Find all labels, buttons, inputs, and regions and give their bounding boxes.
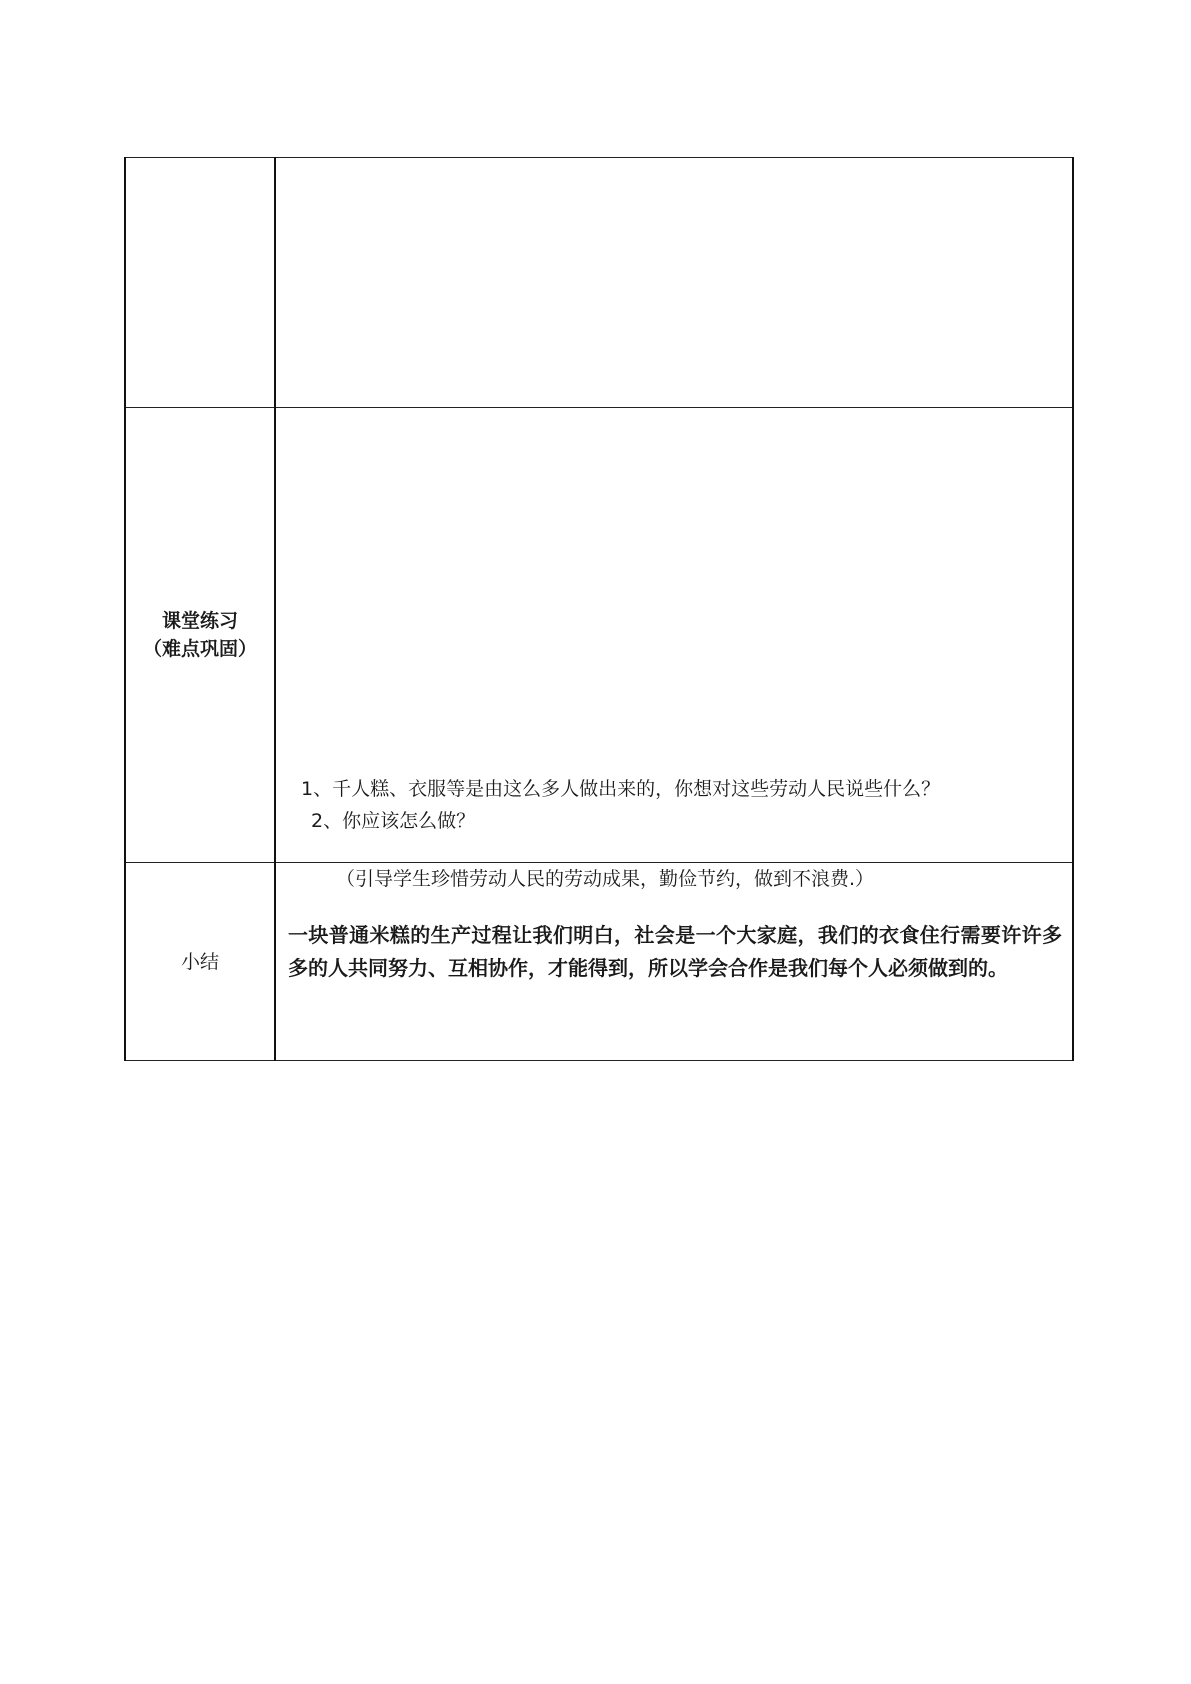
content-cell-empty [275,158,1073,408]
table-row-top [125,158,1073,408]
practice-question-1: 1、千人糕、衣服等是由这么多人做出来的，你想对这些劳动人民说些什么？ [301,778,941,800]
summary-text: 一块普通米糕的生产过程让我们明白，社会是一个大家庭，我们的衣食住行需要许许多多的人共同努力、互相协作，才能得到，所以学会合作是我们每个人必须做到的。 [288,922,1062,980]
table-row-practice [125,408,1073,863]
summary-label: 小结 [180,950,219,973]
practice-label-subtitle: （难点巩固） [142,638,257,660]
practice-label-title: 课堂练习 [161,610,238,632]
label-cell-practice [125,408,275,863]
table-row-summary [125,863,1073,1061]
content-cell-practice [275,408,1073,890]
lesson-plan-table [124,157,1074,1061]
label-cell-summary [125,863,275,1061]
content-cell-summary [275,863,1073,1061]
practice-question-2: 2、你应该怎么做？ [311,810,476,832]
label-cell-empty [125,158,275,408]
practice-guidance: （引导学生珍惜劳动人民的劳动成果，勤俭节约，做到不浪费.） [336,868,875,890]
